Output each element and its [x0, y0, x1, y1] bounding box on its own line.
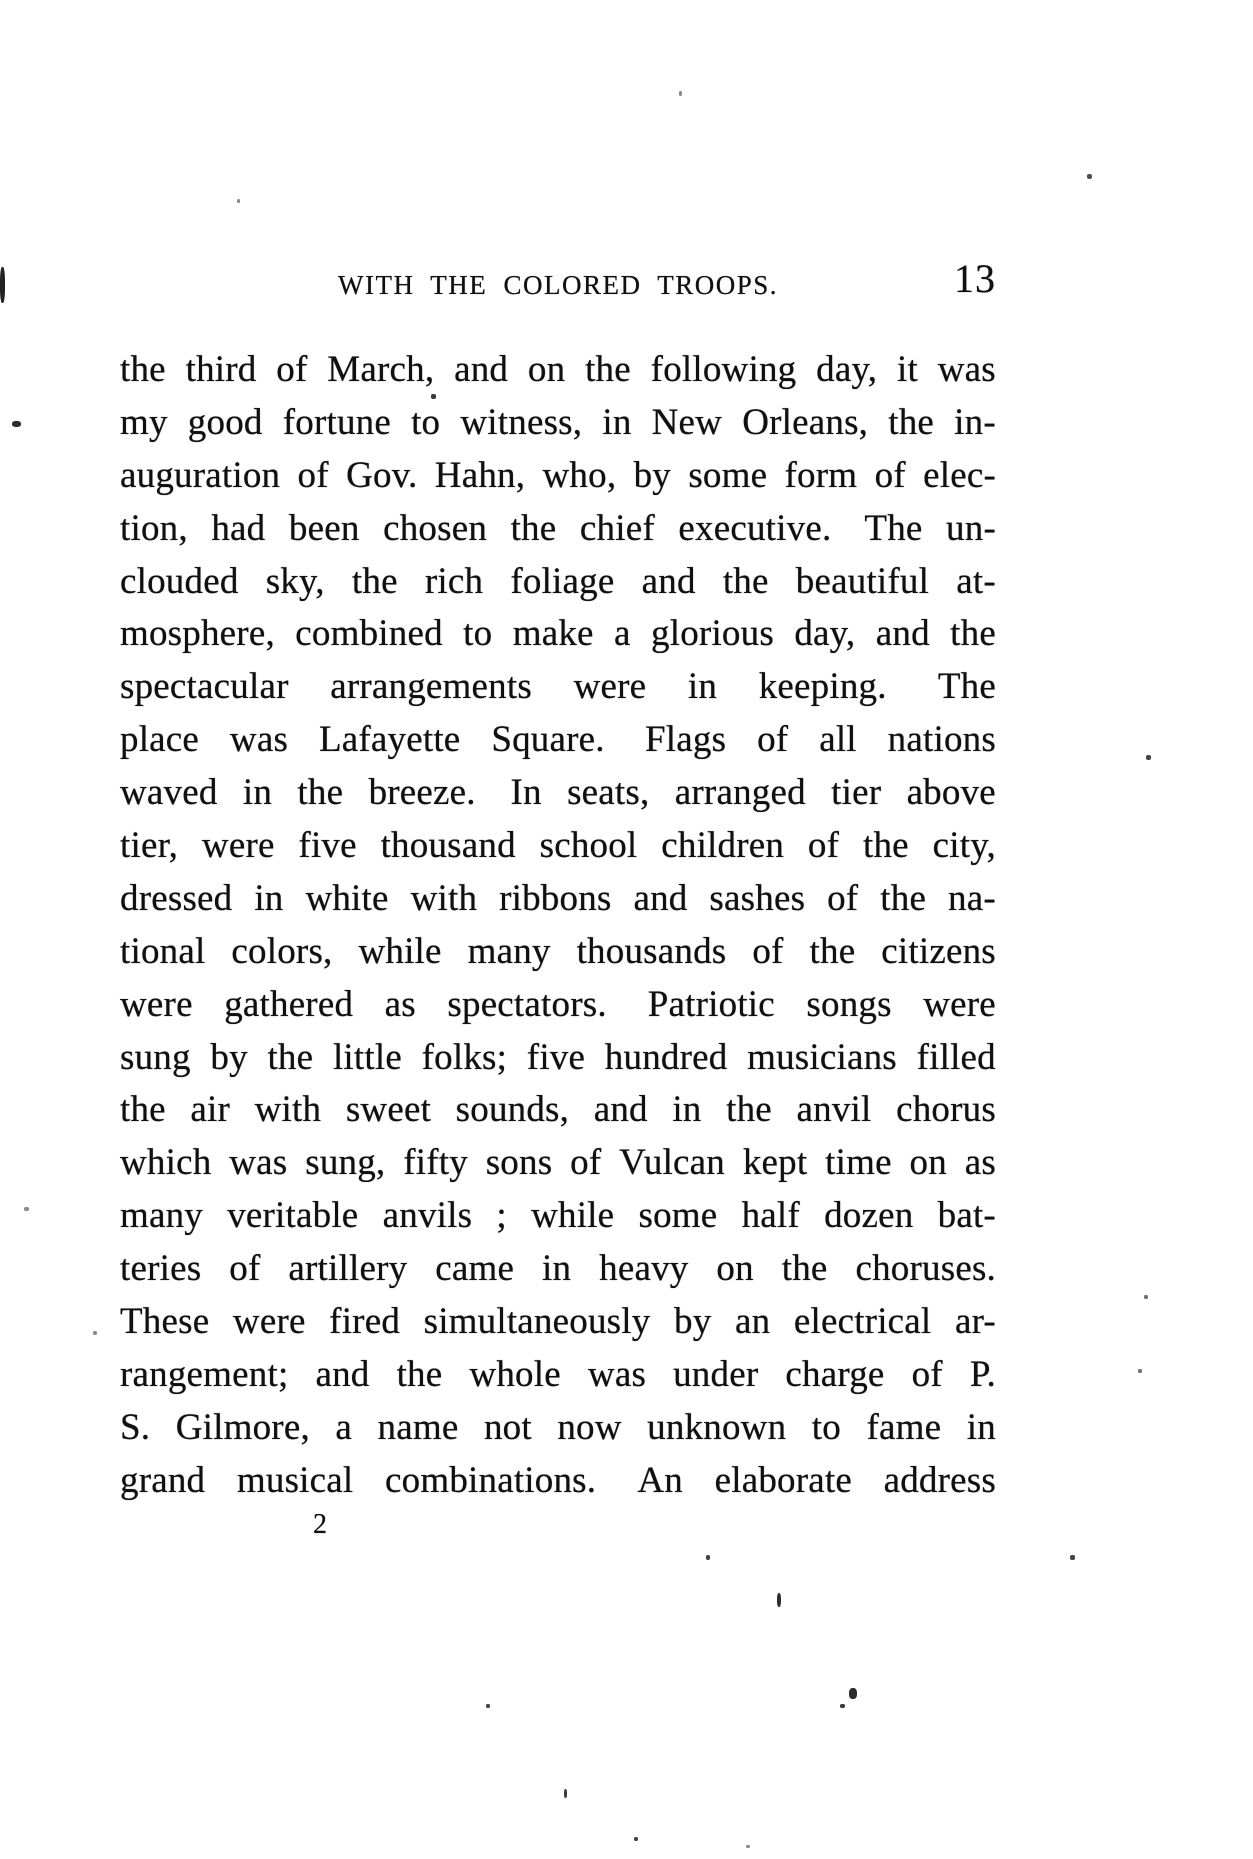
word: name [377, 1406, 459, 1448]
word: whole [469, 1353, 561, 1395]
word: hundred [604, 1036, 728, 1078]
running-header-title: WITH THE COLORED TROOPS. [337, 270, 778, 300]
word: all [819, 719, 857, 761]
word: sung, [305, 1142, 386, 1184]
word: the [351, 560, 398, 602]
word: the [950, 613, 996, 655]
word: of [229, 1248, 261, 1290]
word: as [964, 1142, 996, 1184]
word: following [650, 349, 797, 390]
word: air [190, 1089, 231, 1131]
word: place [120, 719, 200, 761]
word: was [229, 719, 289, 761]
word: Gilmore, [175, 1406, 310, 1448]
word: thousand [380, 825, 516, 867]
word: fortune [282, 401, 391, 443]
text-line [120, 344, 996, 397]
word: waved [120, 772, 218, 814]
text-line [120, 767, 996, 820]
ink-speck [1138, 1369, 1142, 1373]
ink-speck [777, 1593, 781, 1607]
word: on [716, 1248, 754, 1290]
word: witness, [460, 401, 583, 443]
word: of [874, 454, 906, 496]
word: form [784, 454, 858, 496]
word: sung [120, 1036, 191, 1078]
word: by [633, 454, 671, 496]
text-line [120, 661, 996, 714]
word: clouded [120, 560, 239, 602]
word: P. [969, 1353, 996, 1395]
text-line [120, 873, 996, 926]
ink-speck [746, 1845, 750, 1848]
ink-speck [24, 1207, 29, 1211]
word: Gov. [346, 454, 418, 496]
text-line [120, 1349, 996, 1402]
text-line [120, 820, 996, 873]
word: of [757, 719, 789, 761]
word: with [410, 877, 478, 919]
ink-speck [486, 1704, 490, 1708]
word: under [673, 1353, 759, 1395]
word: of [297, 454, 329, 496]
text-line [120, 503, 996, 556]
text-line [120, 1084, 996, 1137]
word: chief [579, 507, 655, 549]
word: Vulcan [619, 1142, 725, 1184]
ink-speck [1146, 755, 1151, 760]
word: citizens [881, 930, 996, 972]
word: in [254, 877, 284, 919]
word: An [637, 1459, 683, 1501]
signature-mark: 2 [313, 1509, 327, 1540]
word: an [734, 1301, 771, 1343]
word: to [411, 401, 441, 443]
text-line [120, 397, 996, 450]
ink-speck [840, 1704, 845, 1708]
text-line [120, 1455, 996, 1508]
word: in [966, 1406, 996, 1448]
word: bat- [937, 1195, 996, 1237]
word: good [187, 401, 263, 443]
word: elec- [923, 454, 996, 496]
word: heavy [599, 1248, 689, 1290]
word: S. [120, 1406, 151, 1448]
word: the [297, 772, 344, 814]
ink-speck [679, 91, 682, 96]
word: was [587, 1353, 647, 1395]
word: glorious [651, 613, 774, 655]
text-line [120, 1243, 996, 1296]
word: a [614, 613, 631, 655]
word: day, [816, 349, 878, 390]
word: some [638, 1195, 718, 1237]
word: of [276, 349, 308, 390]
word: address [883, 1459, 996, 1501]
word: day, [794, 613, 856, 655]
word: as [384, 983, 416, 1025]
text-line [120, 1137, 996, 1190]
word: Orleans, [742, 401, 869, 443]
word: and [641, 560, 696, 602]
word: kept [742, 1142, 808, 1184]
word: while [531, 1195, 615, 1237]
word: the [585, 349, 631, 390]
word: the [880, 877, 927, 919]
word: New [651, 401, 723, 443]
word: auguration [120, 454, 281, 496]
word: tier, [120, 825, 179, 867]
ink-speck [1087, 174, 1092, 179]
word: nations [887, 719, 996, 761]
word: March, [327, 349, 435, 390]
word: sons [485, 1142, 553, 1184]
word: chorus [896, 1089, 996, 1131]
word: to [811, 1406, 841, 1448]
text-line [120, 926, 996, 979]
word: was [937, 349, 996, 390]
word: in [602, 401, 632, 443]
word: at- [956, 560, 996, 602]
word: filled [916, 1036, 996, 1078]
word: the [510, 507, 557, 549]
word: grand [120, 1459, 206, 1501]
word: were [923, 983, 996, 1025]
word: and [593, 1089, 648, 1131]
word: of [911, 1353, 943, 1395]
word: veritable [227, 1195, 359, 1237]
text-line [120, 1402, 996, 1455]
word: Square. [491, 719, 615, 761]
word: ar- [954, 1301, 996, 1343]
word: fame [866, 1406, 942, 1448]
word: musicians [747, 1036, 897, 1078]
page-number: 13 [954, 256, 996, 301]
word: the [781, 1248, 828, 1290]
word: third [185, 349, 257, 390]
word: my [120, 401, 168, 443]
word: of [570, 1142, 602, 1184]
word: charge [785, 1353, 885, 1395]
word: na- [948, 877, 996, 919]
page-header [120, 0, 996, 330]
word: been [288, 507, 360, 549]
text-line [120, 714, 996, 767]
word: school [539, 825, 638, 867]
word: electrical [793, 1301, 932, 1343]
word: the [120, 349, 166, 390]
ink-speck [12, 421, 21, 427]
word: songs [806, 983, 892, 1025]
text-line [120, 450, 996, 503]
word: The [864, 507, 923, 549]
word: combined [295, 613, 443, 655]
word: beautiful [795, 560, 930, 602]
word: breeze. [368, 772, 486, 814]
word: spectators. [447, 983, 617, 1025]
word: chosen [383, 507, 488, 549]
word: Hahn, [434, 454, 526, 496]
ink-speck [564, 1789, 567, 1798]
word: ; [496, 1195, 507, 1237]
word: folks; [421, 1036, 508, 1078]
word: by [210, 1036, 248, 1078]
word: which [120, 1142, 212, 1184]
word: now [557, 1406, 622, 1448]
word: many [120, 1195, 204, 1237]
word: Patriotic [647, 983, 775, 1025]
word: arranged [674, 772, 806, 814]
word: was [229, 1142, 288, 1184]
word: the [809, 930, 856, 972]
text-line [120, 1190, 996, 1243]
word: executive. [678, 507, 841, 549]
word: These [120, 1301, 210, 1343]
word: dozen [824, 1195, 914, 1237]
word: were [573, 666, 647, 708]
word: were [120, 983, 193, 1025]
word: on [527, 349, 566, 390]
word: the [862, 825, 909, 867]
ink-speck [0, 267, 5, 303]
word: elaborate [714, 1459, 852, 1501]
word: un- [946, 507, 996, 549]
word: had [211, 507, 266, 549]
word: keeping. [758, 666, 897, 708]
word: fifty [403, 1142, 468, 1184]
word: sashes [709, 877, 806, 919]
ink-speck [1144, 1295, 1148, 1299]
word: children [661, 825, 785, 867]
word: mosphere, [120, 613, 275, 655]
word: dressed [120, 877, 233, 919]
word: fired [329, 1301, 401, 1343]
word: many [467, 930, 551, 972]
word: seats, [567, 772, 650, 814]
word: above [906, 772, 996, 814]
word: the [888, 401, 935, 443]
word: combinations. [385, 1459, 606, 1501]
word: it [897, 349, 918, 390]
ink-speck [93, 1331, 97, 1335]
word: five [526, 1036, 586, 1078]
word: foliage [510, 560, 615, 602]
body-text-block [120, 344, 996, 1508]
word: white [305, 877, 389, 919]
text-line [120, 608, 996, 661]
word: of [807, 825, 840, 867]
text-line [120, 1032, 996, 1085]
word: make [512, 613, 594, 655]
word: rich [424, 560, 484, 602]
word: in [542, 1248, 572, 1290]
word: who, [542, 454, 617, 496]
word: in [687, 666, 718, 708]
ink-speck [431, 394, 436, 399]
word: sky, [265, 560, 325, 602]
text-line [120, 979, 996, 1032]
word: on [909, 1142, 947, 1184]
word: tional [120, 930, 206, 972]
ink-speck [706, 1555, 710, 1560]
word: arrangements [330, 666, 532, 708]
word: of [827, 877, 859, 919]
word: while [358, 930, 442, 972]
word: city, [932, 825, 996, 867]
word: came [435, 1248, 515, 1290]
word: sounds, [455, 1089, 570, 1131]
word: The [937, 666, 996, 708]
word: time [825, 1142, 892, 1184]
word: some [688, 454, 768, 496]
text-line [120, 1296, 996, 1349]
word: to [463, 613, 493, 655]
word: the [722, 560, 769, 602]
word: spectacular [120, 666, 289, 708]
word: not [483, 1406, 532, 1448]
word: half [741, 1195, 800, 1237]
word: in [242, 772, 273, 814]
word: the [267, 1036, 314, 1078]
word: the [726, 1089, 772, 1131]
word: in- [954, 401, 996, 443]
ink-speck [1070, 1555, 1075, 1560]
word: the [396, 1353, 443, 1395]
word: Flags [645, 719, 727, 761]
word: teries [120, 1248, 202, 1290]
word: unknown [647, 1406, 787, 1448]
word: were [232, 1301, 306, 1343]
word: ribbons [499, 877, 612, 919]
word: gathered [224, 983, 354, 1025]
word: with [254, 1089, 322, 1131]
word: musical [236, 1459, 354, 1501]
word: tion, [120, 507, 188, 549]
word: five [298, 825, 357, 867]
word: of [752, 930, 784, 972]
word: artillery [288, 1248, 408, 1290]
ink-speck [237, 199, 240, 203]
ink-speck [849, 1688, 857, 1699]
text-line [120, 556, 996, 609]
word: in [672, 1089, 702, 1131]
word: little [332, 1036, 402, 1078]
word: thousands [576, 930, 727, 972]
word: and [875, 613, 930, 655]
word: anvil [796, 1089, 872, 1131]
word: and [454, 349, 509, 390]
word: colors, [231, 930, 333, 972]
word: In [510, 772, 542, 814]
word: were [201, 825, 275, 867]
word: tier [831, 772, 882, 814]
word: the [120, 1089, 166, 1131]
word: a [335, 1406, 353, 1448]
word: by [674, 1301, 712, 1343]
word: sweet [345, 1089, 432, 1131]
word: simultaneously [423, 1301, 651, 1343]
word: choruses. [855, 1248, 996, 1290]
word: rangement; [120, 1353, 289, 1395]
word: and [315, 1353, 370, 1395]
word: and [633, 877, 688, 919]
word: anvils [382, 1195, 473, 1237]
ink-speck [634, 1837, 638, 1841]
word: Lafayette [318, 719, 461, 761]
